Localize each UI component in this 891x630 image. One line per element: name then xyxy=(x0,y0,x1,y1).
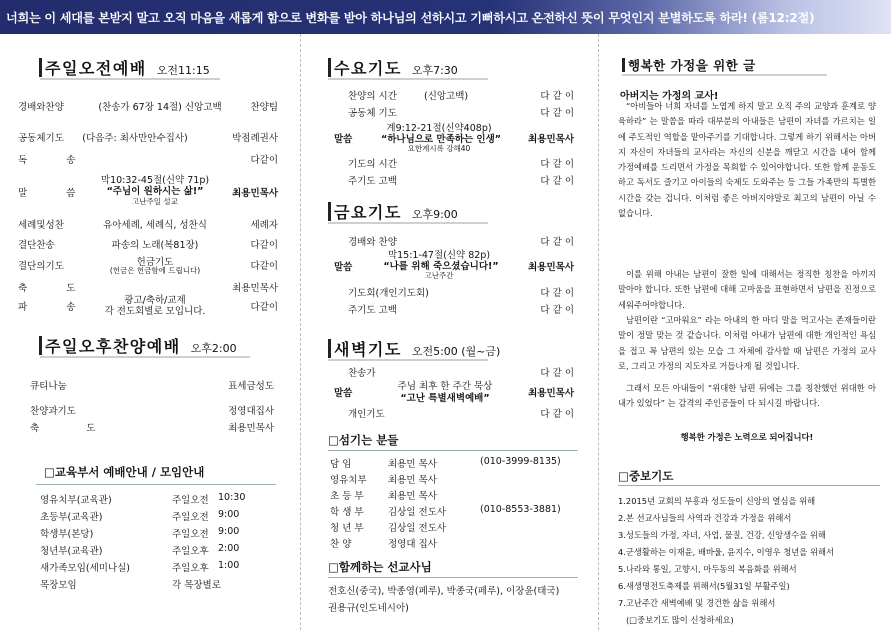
sunday-am-title: 주일오전예배 xyxy=(45,59,147,78)
offering-leader: 다같이 xyxy=(250,261,278,272)
pm-benediction-leader: 최용민목사 xyxy=(228,423,274,434)
edu-dept: 학생부(본당) xyxy=(40,529,94,540)
edu-dept: 청년부(교육관) xyxy=(40,546,103,557)
qt-leader: 표세금성도 xyxy=(228,381,274,392)
family-paragraph-3: 남편이란 “고마워요” 라는 아내의 한 마디 말을 먹고사는 존재들이란 말이 정말 맞는 것 같습니다. 이처럼 아내가 남편에 대한 개인적인 욕심을 접고 꼭 남편의 있는 모습 그 자체에 감사할 때 남편은 가정의 교사로, 그리고 가정의 지도자로 거듭나게 될 것입니다. xyxy=(618,315,876,371)
edu-dept: 초등부(교육관) xyxy=(40,512,103,523)
qt-label: 큐티나눔 xyxy=(30,381,67,392)
column-weekday xyxy=(304,34,594,630)
fri-title: 금요기도 xyxy=(334,203,402,222)
staff-name: 최용민 목사 xyxy=(388,459,437,470)
staff-role: 찬 양 xyxy=(330,539,352,550)
wed-row-desc: (신앙고백) xyxy=(424,91,469,102)
fold-line-right xyxy=(598,34,599,630)
dawn-sermon-topic: 주님 최후 한 주간 묵상 xyxy=(397,381,493,392)
pm-benediction-label: 축 도 xyxy=(30,423,118,434)
prayer-desc: (다음주: 최사만안수집사) xyxy=(82,133,188,144)
baptism-desc: 유아세례, 세례식, 성찬식 xyxy=(103,220,207,231)
sunday-pm-title: 주일오후찬양예배 xyxy=(45,337,181,356)
fri-header xyxy=(334,200,458,223)
staff-title: □섬기는 분들 xyxy=(328,433,399,447)
wed-sermon-passage: 계9:12-21절(신약408p) xyxy=(386,123,492,134)
column-family xyxy=(604,34,891,630)
missions-title: □함께하는 선교사님 xyxy=(328,560,432,574)
dawn-title: 새벽기도 xyxy=(334,340,402,359)
edu-day: 주일오전 xyxy=(172,512,209,523)
dawn-row-label: 찬송가 xyxy=(348,368,376,379)
staff-role: 영유치부 xyxy=(330,475,367,486)
edu-time: 9:00 xyxy=(218,509,240,520)
prayer-item: 2.본 선교사님들의 사역과 건강과 가정을 위해서 xyxy=(618,513,792,523)
hymn-desc: 파송의 노래(복81장) xyxy=(111,240,199,251)
divider xyxy=(36,484,276,485)
divider xyxy=(622,74,827,76)
wed-sermon-label: 말씀 xyxy=(334,134,353,145)
wed-time: 오후7:30 xyxy=(411,64,458,77)
wed-row-leader: 다 같 이 xyxy=(540,176,574,187)
edu-day: 각 목장별로 xyxy=(172,580,221,591)
fri-time: 오후9:00 xyxy=(411,208,458,221)
staff-role: 초 등 부 xyxy=(330,491,364,502)
dawn-sermon-label: 말씀 xyxy=(334,388,353,399)
prayer-item: 1.2015년 교회의 부흥과 성도들이 신앙의 열심을 위해 xyxy=(618,496,816,506)
dawn-row-label: 개인기도 xyxy=(348,409,385,420)
divider xyxy=(328,222,488,224)
fri-row-leader: 다 같 이 xyxy=(540,237,574,248)
staff-name: 최용민 목사 xyxy=(388,475,437,486)
offering-desc: 헌금기도 xyxy=(136,257,174,268)
dismissal-note: 각 전도회별로 모입니다. xyxy=(104,306,206,317)
sunday-am-time: 오전11:15 xyxy=(156,64,210,77)
dawn-header xyxy=(334,337,500,360)
family-paragraph-2: 이를 위해 아내는 남편이 잘한 일에 대해서는 정직한 칭찬을 아끼지 말아야 합니다. 또한 남편에 대해 고마움을 표현하면서 남편을 진정으로 세워주어야합니다. xyxy=(618,269,876,310)
fri-sermon-note: 고난주간 xyxy=(424,271,454,280)
offering-label: 결단의기도 xyxy=(18,261,64,272)
sermon-passage: 막10:32-45절(신약 71p) xyxy=(100,175,210,186)
edu-time: 9:00 xyxy=(218,526,240,537)
prayer-label: 공동체기도 xyxy=(18,133,64,144)
dawn-row-leader: 다 같 이 xyxy=(540,368,574,379)
offering-note: (헌금은 헌금함에 드립니다) xyxy=(109,266,201,275)
worship-desc: (찬송가 67장 14절) 신앙고백 xyxy=(98,102,222,113)
wed-row-label: 공동체 기도 xyxy=(348,108,397,119)
education-title: □교육부서 예배안내 / 모임안내 xyxy=(44,465,205,479)
wed-row-leader: 다 같 이 xyxy=(540,108,574,119)
prayer-title: □중보기도 xyxy=(618,469,674,483)
divider xyxy=(328,577,578,578)
baptism-person: 세례자 xyxy=(250,220,278,231)
hymn-label: 결단찬송 xyxy=(18,240,55,251)
fri-sermon-title: “나를 위해 죽으셨습니다!” xyxy=(383,261,499,272)
sunday-am-header xyxy=(45,56,210,79)
wed-sermon-title: “하나님으로 만족하는 인생” xyxy=(380,134,502,145)
fri-sermon-label: 말씀 xyxy=(334,262,353,273)
baptism-label: 세례및성찬 xyxy=(18,220,64,231)
divider xyxy=(328,450,578,451)
staff-phone: (010-3999-8135) xyxy=(480,456,561,467)
divider xyxy=(328,78,488,80)
dawn-sermon-preacher: 최용민목사 xyxy=(528,388,574,399)
wed-row-label: 주기도 고백 xyxy=(348,176,397,187)
fri-row-label: 경배와 찬양 xyxy=(348,237,397,248)
dawn-sermon-title: “고난 특별새벽예배” xyxy=(400,393,490,404)
dawn-time: 오전5:00 (월~금) xyxy=(411,345,501,358)
edu-time: 1:00 xyxy=(218,560,240,571)
family-title: 행복한 가정을 위한 글 xyxy=(628,58,756,73)
sermon-note: 고난주일 설교 xyxy=(132,197,178,206)
column-sunday xyxy=(0,34,298,630)
family-paragraph-1: “아비들아 너희 자녀를 노엽게 하지 말고 오직 주의 교양과 훈계로 양육하라” 는 말씀을 따라 대부분의 아내들은 남편이 자녀를 가르치는 일에 주도적인 역할을 맡아주기를 기대합니다. 그렇게 하기 위해서는 아버지 자신이 자녀들의 교사라는 자신의 신분을 깨닫고 시간을 내어 함께 가정예배를 드리면서 가정을 목회할 수 있어야합니다. 또한 함께 운동도 하고 독서도 즐기고 아이들의 숙제도 도와주는 등 그들 가족만의 특별한 시간을 갖는 겁니다. 이처럼 좋은 아버지야말로 최고의 남편이 아닐 수 없습니다. xyxy=(618,101,876,219)
staff-name: 김상일 전도사 xyxy=(388,523,447,534)
prayer-item: 4.군생활하는 이재윤, 배바울, 윤지수, 이영우 청년을 위해서 xyxy=(618,547,834,557)
family-closing: 행복한 가정은 노력으로 되어집니다! xyxy=(680,432,814,442)
edu-dept: 영유치부(교육관) xyxy=(40,495,112,506)
staff-phone: (010-8553-3881) xyxy=(480,504,561,515)
staff-role: 학 생 부 xyxy=(330,507,364,518)
dismissal-leader: 다같이 xyxy=(250,302,278,313)
prayer-item: 3.성도들의 가정, 자녀, 사업, 물질, 건강, 신앙생수을 위해 xyxy=(618,530,826,540)
divider xyxy=(328,359,488,361)
staff-name: 최용민 목사 xyxy=(388,491,437,502)
worship-leader: 찬양팀 xyxy=(250,102,278,113)
prayer-leader: 박점례권사 xyxy=(232,133,278,144)
edu-day: 주일오후 xyxy=(172,563,209,574)
wed-row-leader: 다 같 이 xyxy=(540,91,574,102)
reading-leader: 다같이 xyxy=(250,155,278,166)
wed-header xyxy=(334,56,458,79)
divider xyxy=(618,485,880,486)
edu-time: 2:00 xyxy=(218,543,240,554)
edu-dept: 새가족모임(세미나실) xyxy=(40,563,131,574)
benediction-label: 축 도 xyxy=(18,283,94,294)
edu-time: 10:30 xyxy=(218,492,246,503)
prayer-item: 6.새생명전도축제를 위해서(5월31일 부활주일) xyxy=(618,581,790,591)
edu-day: 주일오전 xyxy=(172,529,209,540)
dismissal-desc: 광고/축하/교제 xyxy=(124,295,186,306)
dawn-row-leader: 다 같 이 xyxy=(540,409,574,420)
staff-name: 김상일 전도사 xyxy=(388,507,447,518)
worship-label: 경배와찬양 xyxy=(18,102,64,113)
edu-day: 주일오후 xyxy=(172,546,209,557)
fold-line-left xyxy=(300,34,301,630)
missionaries-line-1: 전호신(중국), 박종영(페루), 박종국(페루), 이장윤(태국) xyxy=(328,586,560,597)
fri-sermon-preacher: 최용민목사 xyxy=(528,262,574,273)
fri-row-leader: 다 같 이 xyxy=(540,288,574,299)
family-paragraph-4: 그래서 모든 아내들이 “위대한 남편 뒤에는 그를 칭찬했던 위대한 아내가 있었다” 는 감격의 주인공들이 다 되시길 바랍니다. xyxy=(618,383,876,409)
scripture-banner: 너희는 이 세대를 본받지 말고 오직 마음을 새롭게 함으로 변화를 받아 하나님의 선하시고 기뻐하시고 온전하신 뜻이 무엇인지 분별하도록 하라! (롬12:2절) xyxy=(0,0,891,34)
fri-row-label: 기도회(개인기도회) xyxy=(348,288,429,299)
wed-row-label: 찬양의 시간 xyxy=(348,91,397,102)
staff-role: 담 임 xyxy=(330,459,352,470)
praise-label: 찬양과기도 xyxy=(30,406,76,417)
sunday-pm-header xyxy=(45,334,237,357)
sermon-preacher: 최용민목사 xyxy=(232,188,278,199)
wed-sermon-preacher: 최용민목사 xyxy=(528,134,574,145)
prayer-item: 7.고난주간 새벽예배 및 경건한 삶을 위해서 xyxy=(618,598,776,608)
sermon-title: “주님이 원하시는 삶!” xyxy=(106,186,204,197)
wed-sermon-note: 요한계시록 강해40 xyxy=(407,144,471,153)
fri-sermon-passage: 막15:1-47절(신약 82p) xyxy=(387,250,491,261)
divider xyxy=(40,356,250,358)
prayer-item: 5.나라와 통일, 고향시, 마두동의 복음화를 위해서 xyxy=(618,564,797,574)
reading-label: 독 송 xyxy=(18,155,94,166)
family-header xyxy=(628,56,756,74)
edu-day: 주일오전 xyxy=(172,495,209,506)
sermon-label: 말 씀 xyxy=(18,188,94,199)
divider xyxy=(40,78,220,80)
wed-row-label: 기도의 시간 xyxy=(348,159,397,170)
hymn-leader: 다같이 xyxy=(250,240,278,251)
fri-row-label: 주기도 고백 xyxy=(348,305,397,316)
dismissal-label: 파 송 xyxy=(18,302,94,313)
staff-name: 정영대 집사 xyxy=(388,539,437,550)
edu-dept: 목장모임 xyxy=(40,580,77,591)
missionaries-line-2: 권용규(인도네시아) xyxy=(328,603,409,614)
staff-role: 청 년 부 xyxy=(330,523,364,534)
praise-leader: 정영대집사 xyxy=(228,406,274,417)
family-subtitle: 아버지는 가정의 교사! xyxy=(620,91,719,102)
benediction-leader: 최용민목사 xyxy=(232,283,278,294)
prayer-note: (□중보기도 많이 신청하세요) xyxy=(626,615,734,625)
fri-row-leader: 다 같 이 xyxy=(540,305,574,316)
sunday-pm-time: 오후2:00 xyxy=(190,342,237,355)
wed-title: 수요기도 xyxy=(334,59,402,78)
wed-row-leader: 다 같 이 xyxy=(540,159,574,170)
